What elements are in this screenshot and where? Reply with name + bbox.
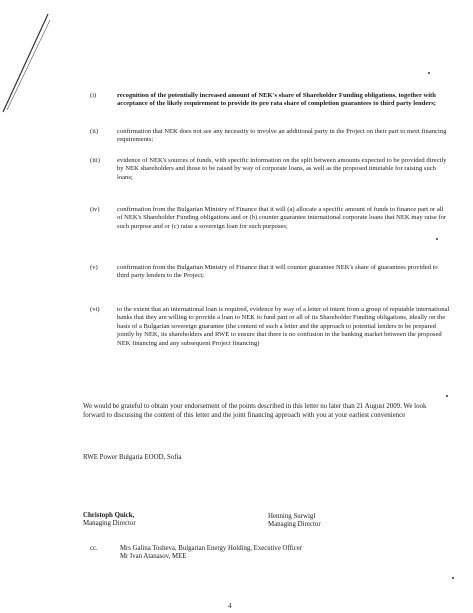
item-text: recognition of the potentially increased amount of NEK's share of Shareholder Funding obligations, together with acceptance of the likely requirement to provide its pro rata share of completion guarantees to third party lenders; [117, 92, 436, 108]
signatory-title: Managing Director [268, 521, 321, 529]
signature-block [83, 512, 136, 529]
signature-block [268, 513, 321, 530]
cc-recipients [120, 545, 450, 562]
item-text: confirmation from the Bulgarian Ministry of Finance that it will counter guarantee NEK's share of guarantees provided to third party lenders to the Project; [117, 264, 438, 280]
pen-stroke-mark [0, 0, 60, 120]
item-text: confirmation that NEK does not see any necessity to involve an additional party in the Project on their part to meet financing requirements; [117, 128, 447, 144]
scan-speck [446, 395, 448, 397]
page-number: 4 [228, 602, 232, 610]
item-number: (i) [90, 92, 97, 99]
signatory-name: Henning Surwigl [268, 513, 316, 520]
scan-speck [436, 238, 438, 240]
item-number: (iii) [90, 157, 100, 164]
company-name: RWE Power Bulgaria EOOD, Sofia [83, 454, 182, 461]
item-text: to the extent that an international loan is required, evidence by way of a letter of intent from a group of reputable international banks that they are willing to provide a loan to NEK to fund part or all of its Shareholder Funding obligations, ideally on the basis of a Bulgarian sovereign guarantee (the content of such a letter and the approach to potential lenders to be prepared jointly by NEK, its shareholders and RWE to ensure that there is no confusion in the banking market between the proposed NEK financing and any subsequent Project financing) [117, 306, 450, 347]
item-number: (vi) [90, 306, 100, 313]
cc-label: cc. [90, 545, 98, 552]
scan-speck [428, 72, 430, 74]
item-text: confirmation from the Bulgarian Ministry of Finance that it will (a) allocate a specific amount of funds to finance part or all of NEK's Shareholder Funding obligations and or (b) counter guarantee international corporate loans that NEK may raise for such purpose and or (c) raise a sovereign loan for such purposes; [117, 206, 447, 230]
signatory-title: Managing Director [83, 520, 136, 528]
closing-paragraph: We would be grateful to obtain your endorsement of the points described in this letter no later than 21 August 2009. We look forward to discussing the content of this letter and the joint financing approach with you at your earliest convenience [83, 403, 427, 419]
item-number: (v) [90, 264, 98, 271]
item-text: evidence of NEK's sources of funds, with specific information on the split between amounts expected to be provided directly by NEK shareholders and those to be raised by way of corporate loans, as well as the proposed timetable for raising such loans; [117, 157, 447, 181]
signatory-name: Christoph Quick, [83, 512, 135, 519]
item-number: (iv) [90, 206, 100, 213]
cc-recipient: Mr Ivan Atanasov, MEE [120, 553, 187, 561]
item-number: (ii) [90, 128, 99, 135]
scan-speck [452, 577, 454, 579]
cc-recipient: Mrs Galina Tosheva, Bulgarian Energy Holding, Executive Officer [120, 545, 303, 552]
